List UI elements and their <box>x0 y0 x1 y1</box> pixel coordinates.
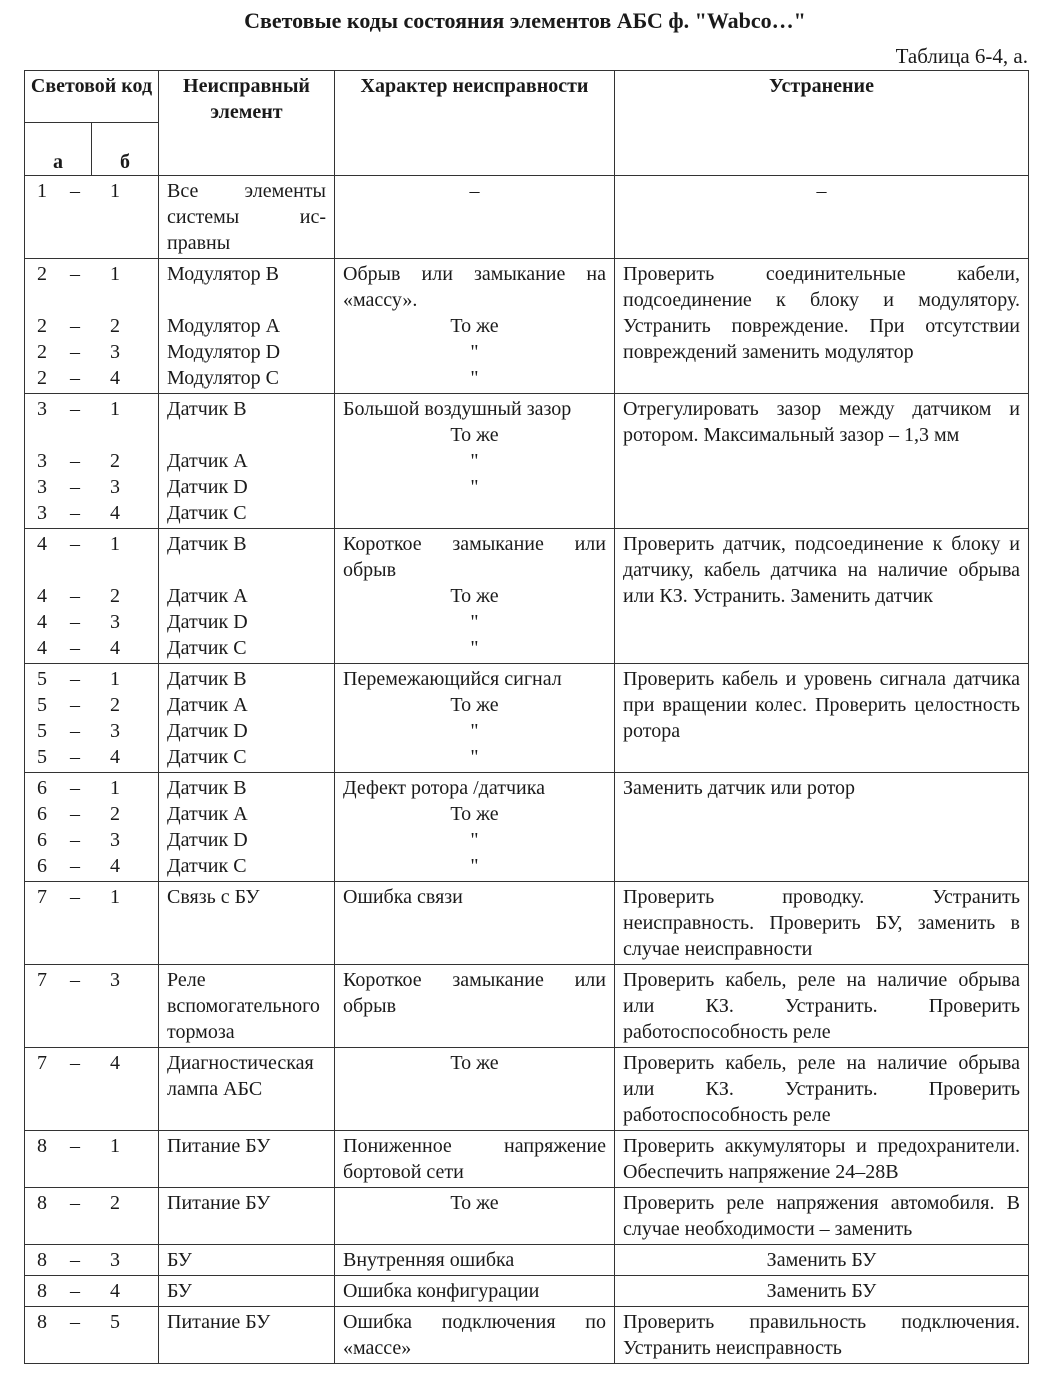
code-b: 2 <box>110 694 120 716</box>
fix-text: Заменить БУ <box>766 1249 877 1271</box>
code-cell <box>25 882 159 965</box>
element-text: Датчик D <box>167 476 248 498</box>
code-dash: – <box>70 502 80 524</box>
element-cell <box>159 965 335 1048</box>
fault-cell <box>335 965 615 1048</box>
code-a: 6 <box>37 777 47 799</box>
header-code <box>25 71 159 176</box>
code-a: 2 <box>37 263 47 285</box>
table-row <box>25 664 1029 773</box>
code-a: 6 <box>37 803 47 825</box>
code-b: 1 <box>110 533 120 555</box>
code-line <box>29 474 154 500</box>
code-cell <box>25 1276 159 1307</box>
code-a: 5 <box>37 668 47 690</box>
element-text <box>167 287 326 313</box>
code-dash: – <box>70 315 80 337</box>
code-a: 2 <box>37 367 47 389</box>
fault-text: Короткое замыкание или обрыв <box>343 533 606 581</box>
element-text: Модулятор А <box>167 315 281 337</box>
table-row <box>25 1131 1029 1188</box>
fault-text: Перемежающийся сигнал <box>343 668 562 690</box>
code-cell <box>25 1188 159 1245</box>
fault-text: Короткое замыкание или обрыв <box>343 969 606 1017</box>
fault-text: " <box>470 720 479 742</box>
code-b: 1 <box>110 180 120 202</box>
fix-text: Проверить соединительные кабели, подсоединение к блоку и модулятору. Устранить повреждение. При отсутствии повреждений заменить модулятор <box>623 263 1020 363</box>
table-row <box>25 1188 1029 1245</box>
element-text: Датчик С <box>167 746 247 768</box>
element-text: Датчик А <box>167 694 248 716</box>
fault-text: " <box>470 637 479 659</box>
code-line <box>29 827 154 853</box>
code-cell <box>25 1048 159 1131</box>
fault-text: " <box>470 341 479 363</box>
code-a: 3 <box>37 398 47 420</box>
element-cell <box>159 394 335 529</box>
fix-text: Отрегулировать зазор между датчиком и ротором. Максимальный зазор – 1,3 мм <box>623 398 1020 446</box>
code-line <box>29 287 154 313</box>
table-row <box>25 1276 1029 1307</box>
fault-text: Большой воздушный зазор <box>343 398 572 420</box>
fault-text: " <box>470 367 479 389</box>
code-a: 1 <box>37 180 47 202</box>
fault-text: " <box>470 829 479 851</box>
code-a: 4 <box>37 585 47 607</box>
fault-codes-table <box>24 70 1029 1364</box>
code-line <box>29 884 154 910</box>
code-dash: – <box>70 611 80 633</box>
code-line <box>29 557 154 583</box>
code-dash: – <box>70 450 80 472</box>
code-a: 6 <box>37 855 47 877</box>
fault-cell <box>335 394 615 529</box>
fault-text: Внутренняя ошибка <box>343 1249 515 1271</box>
code-a: 5 <box>37 720 47 742</box>
code-b: 4 <box>110 367 120 389</box>
code-b: 2 <box>110 803 120 825</box>
element-text: Датчик А <box>167 450 248 472</box>
fault-text: То же <box>450 694 499 716</box>
code-a: 4 <box>37 637 47 659</box>
code-line <box>29 365 154 391</box>
fault-text: Дефект ротора /датчика <box>343 777 546 799</box>
fault-text: То же <box>450 585 499 607</box>
element-text: Датчик D <box>167 720 248 742</box>
element-text: Датчик В <box>167 398 247 420</box>
fix-text: Проверить реле напряжения автомобиля. В случае необходимости – заменить <box>623 1192 1020 1240</box>
element-text: Питание БУ <box>167 1135 271 1157</box>
code-b: 3 <box>110 1249 120 1271</box>
code-a: 8 <box>37 1280 47 1302</box>
fix-cell <box>615 176 1029 259</box>
code-b: 5 <box>110 1311 120 1333</box>
fault-text: " <box>470 611 479 633</box>
fault-text: То же <box>450 803 499 825</box>
code-line <box>29 666 154 692</box>
element-cell <box>159 176 335 259</box>
element-text: БУ <box>167 1249 192 1271</box>
code-line <box>29 1247 154 1273</box>
fault-cell <box>335 664 615 773</box>
code-b: 4 <box>110 746 120 768</box>
code-b: 4 <box>110 855 120 877</box>
code-a: 3 <box>37 476 47 498</box>
code-a: 2 <box>37 341 47 363</box>
element-cell <box>159 1188 335 1245</box>
code-dash: – <box>70 694 80 716</box>
code-a: 8 <box>37 1311 47 1333</box>
fault-text: " <box>470 476 479 498</box>
fault-cell <box>335 176 615 259</box>
code-b: 1 <box>110 263 120 285</box>
code-line <box>29 531 154 557</box>
element-text: Модулятор С <box>167 367 280 389</box>
code-line <box>29 339 154 365</box>
code-line <box>29 1190 154 1216</box>
code-line <box>29 967 154 993</box>
code-cell <box>25 529 159 664</box>
header-code-a: а <box>25 123 92 175</box>
code-line <box>29 775 154 801</box>
element-cell <box>159 882 335 965</box>
code-b: 1 <box>110 398 120 420</box>
fix-text: – <box>816 180 827 202</box>
code-dash: – <box>70 341 80 363</box>
fix-cell <box>615 259 1029 394</box>
element-text: Модулятор В <box>167 263 280 285</box>
element-text: Датчик В <box>167 777 247 799</box>
code-line <box>29 422 154 448</box>
code-b: 4 <box>110 637 120 659</box>
code-line <box>29 801 154 827</box>
code-line <box>29 1278 154 1304</box>
code-dash: – <box>70 585 80 607</box>
fault-cell <box>335 1048 615 1131</box>
code-a: 4 <box>37 533 47 555</box>
code-cell <box>25 1307 159 1364</box>
code-a: 8 <box>37 1135 47 1157</box>
fix-text: Проверить датчик, подсоединение к блоку и датчику, кабель датчика на наличие обрыва или КЗ. Устранить. Заменить датчик <box>623 533 1020 607</box>
fix-cell <box>615 1188 1029 1245</box>
fault-cell <box>335 1245 615 1276</box>
code-b: 4 <box>110 502 120 524</box>
element-text: Датчик С <box>167 855 247 877</box>
code-a: 7 <box>37 1052 47 1074</box>
element-text: Датчик С <box>167 502 247 524</box>
code-line <box>29 396 154 422</box>
fix-cell <box>615 773 1029 882</box>
code-a: 7 <box>37 886 47 908</box>
code-b: 4 <box>110 1052 120 1074</box>
code-dash: – <box>70 180 80 202</box>
code-b: 2 <box>110 450 120 472</box>
code-a: 5 <box>37 694 47 716</box>
header-fault: Характер неисправности <box>335 71 615 176</box>
fix-text: Проверить правильность подключения. Устранить неисправность <box>623 1311 1020 1359</box>
code-cell <box>25 773 159 882</box>
code-a: 4 <box>37 611 47 633</box>
code-cell <box>25 394 159 529</box>
code-line <box>29 313 154 339</box>
fault-text: " <box>470 746 479 768</box>
code-cell <box>25 259 159 394</box>
element-cell <box>159 1048 335 1131</box>
fix-text: Заменить БУ <box>766 1280 877 1302</box>
code-line <box>29 500 154 526</box>
table-row <box>25 965 1029 1048</box>
element-text: Датчик С <box>167 637 247 659</box>
fix-cell <box>615 882 1029 965</box>
code-line <box>29 692 154 718</box>
code-line <box>29 1050 154 1076</box>
fix-cell <box>615 1307 1029 1364</box>
code-cell <box>25 1245 159 1276</box>
code-b: 1 <box>110 886 120 908</box>
fault-cell <box>335 529 615 664</box>
code-b: 3 <box>110 829 120 851</box>
fault-text: Обрыв или замыкание на «массу». <box>343 263 606 311</box>
code-cell <box>25 1131 159 1188</box>
fix-cell <box>615 1276 1029 1307</box>
code-b: 3 <box>110 611 120 633</box>
code-a: 6 <box>37 829 47 851</box>
table-row <box>25 882 1029 965</box>
code-dash: – <box>70 476 80 498</box>
code-cell <box>25 176 159 259</box>
element-text: Датчик А <box>167 803 248 825</box>
element-text: Диагностическая лампа АБС <box>167 1052 314 1100</box>
table-row <box>25 1307 1029 1364</box>
element-cell <box>159 1307 335 1364</box>
fault-text: Ошибка связи <box>343 886 463 908</box>
table-row <box>25 773 1029 882</box>
table-row <box>25 259 1029 394</box>
fix-text: Заменить датчик или ротор <box>623 777 856 799</box>
code-dash: – <box>70 803 80 825</box>
header-fix: Устранение <box>615 71 1029 176</box>
code-dash: – <box>70 367 80 389</box>
fix-cell <box>615 1245 1029 1276</box>
element-text: БУ <box>167 1280 192 1302</box>
code-dash: – <box>70 886 80 908</box>
code-b: 2 <box>110 315 120 337</box>
code-line <box>29 744 154 770</box>
table-row <box>25 176 1029 259</box>
code-dash: – <box>70 746 80 768</box>
header-element: Неисправный элемент <box>159 71 335 176</box>
element-text: Модулятор D <box>167 341 281 363</box>
code-dash: – <box>70 1135 80 1157</box>
code-dash: – <box>70 668 80 690</box>
code-a: 2 <box>37 315 47 337</box>
header-code-label: Световой код <box>25 71 158 123</box>
fault-cell <box>335 773 615 882</box>
code-dash: – <box>70 855 80 877</box>
fault-text: " <box>470 855 479 877</box>
element-cell <box>159 664 335 773</box>
element-text: Датчик D <box>167 829 248 851</box>
table-row <box>25 1048 1029 1131</box>
code-dash: – <box>70 1249 80 1271</box>
table-row <box>25 394 1029 529</box>
fix-text: Проверить кабель, реле на наличие обрыва или КЗ. Устранить. Проверить работоспособность реле <box>623 1052 1020 1126</box>
code-b: 1 <box>110 1135 120 1157</box>
fault-text: То же <box>450 424 499 446</box>
code-b: 3 <box>110 969 120 991</box>
code-b: 1 <box>110 668 120 690</box>
code-cell <box>25 965 159 1048</box>
code-a: 3 <box>37 502 47 524</box>
fix-text: Проверить кабель и уровень сигнала датчика при вращении колес. Проверить целостность ротора <box>623 668 1020 742</box>
code-a: 7 <box>37 969 47 991</box>
code-a: 5 <box>37 746 47 768</box>
table-caption: Таблица 6-4, а. <box>895 44 1028 68</box>
code-cell <box>25 664 159 773</box>
fault-text: " <box>470 450 479 472</box>
document-title: Световые коды состояния элементов АБС ф. "Wabco…" <box>244 8 806 33</box>
fix-cell <box>615 529 1029 664</box>
code-b: 3 <box>110 720 120 742</box>
fix-cell <box>615 664 1029 773</box>
table-body <box>25 176 1029 1364</box>
code-line <box>29 261 154 287</box>
fix-cell <box>615 1048 1029 1131</box>
code-a: 8 <box>37 1192 47 1214</box>
fault-cell <box>335 882 615 965</box>
code-b: 3 <box>110 476 120 498</box>
fix-cell <box>615 965 1029 1048</box>
code-dash: – <box>70 720 80 742</box>
code-dash: – <box>70 263 80 285</box>
fault-text: Пониженное напряжение бортовой сети <box>343 1135 606 1183</box>
code-dash: – <box>70 1052 80 1074</box>
code-dash: – <box>70 969 80 991</box>
code-dash: – <box>70 637 80 659</box>
code-line <box>29 583 154 609</box>
code-line <box>29 178 154 204</box>
code-line <box>29 853 154 879</box>
fault-text: – <box>469 180 480 202</box>
element-cell <box>159 529 335 664</box>
table-row <box>25 529 1029 664</box>
fix-cell <box>615 1131 1029 1188</box>
fix-cell <box>615 394 1029 529</box>
element-text <box>167 422 326 448</box>
element-cell <box>159 1245 335 1276</box>
fix-text: Проверить проводку. Устранить неисправность. Проверить БУ, заменить в случае неисправности <box>623 886 1020 960</box>
element-cell <box>159 1276 335 1307</box>
code-a: 3 <box>37 450 47 472</box>
element-cell <box>159 773 335 882</box>
fault-text: То же <box>450 1192 499 1214</box>
fault-cell <box>335 1131 615 1188</box>
code-line <box>29 609 154 635</box>
element-text: Питание БУ <box>167 1311 271 1333</box>
code-line <box>29 448 154 474</box>
code-b: 4 <box>110 1280 120 1302</box>
code-a: 8 <box>37 1249 47 1271</box>
code-b: 3 <box>110 341 120 363</box>
table-row <box>25 1245 1029 1276</box>
element-text: Датчик В <box>167 533 247 555</box>
code-b: 2 <box>110 1192 120 1214</box>
element-text: Связь с БУ <box>167 886 260 908</box>
fault-cell <box>335 259 615 394</box>
table-header-row <box>25 71 1029 176</box>
code-line <box>29 635 154 661</box>
element-text: Датчик В <box>167 668 247 690</box>
element-cell <box>159 259 335 394</box>
code-dash: – <box>70 533 80 555</box>
fix-text: Проверить кабель, реле на наличие обрыва или КЗ. Устранить. Проверить работоспособность реле <box>623 969 1020 1043</box>
fault-cell <box>335 1188 615 1245</box>
code-dash: – <box>70 398 80 420</box>
element-text: Датчик А <box>167 585 248 607</box>
element-text: Реле вспомогательного тормоза <box>167 969 320 1043</box>
code-dash: – <box>70 1192 80 1214</box>
fault-text: То же <box>450 1052 499 1074</box>
code-dash: – <box>70 829 80 851</box>
code-b: 1 <box>110 777 120 799</box>
element-text: Питание БУ <box>167 1192 271 1214</box>
fix-text: Проверить аккумуляторы и предохранители. Обеспечить напряжение 24–28В <box>623 1135 1020 1183</box>
fault-text: То же <box>450 315 499 337</box>
fault-text: Ошибка конфигурации <box>343 1280 540 1302</box>
code-dash: – <box>70 777 80 799</box>
fault-cell <box>335 1307 615 1364</box>
code-line <box>29 1309 154 1335</box>
element-text <box>167 557 326 583</box>
code-dash: – <box>70 1311 80 1333</box>
element-text: Все элементы системы ис-правны <box>167 180 326 254</box>
code-dash: – <box>70 1280 80 1302</box>
fault-cell <box>335 1276 615 1307</box>
header-code-b: б <box>120 151 130 173</box>
element-cell <box>159 1131 335 1188</box>
fault-text: Ошибка подключения по «массе» <box>343 1311 606 1359</box>
code-b: 2 <box>110 585 120 607</box>
code-line <box>29 718 154 744</box>
code-line <box>29 1133 154 1159</box>
element-text: Датчик D <box>167 611 248 633</box>
